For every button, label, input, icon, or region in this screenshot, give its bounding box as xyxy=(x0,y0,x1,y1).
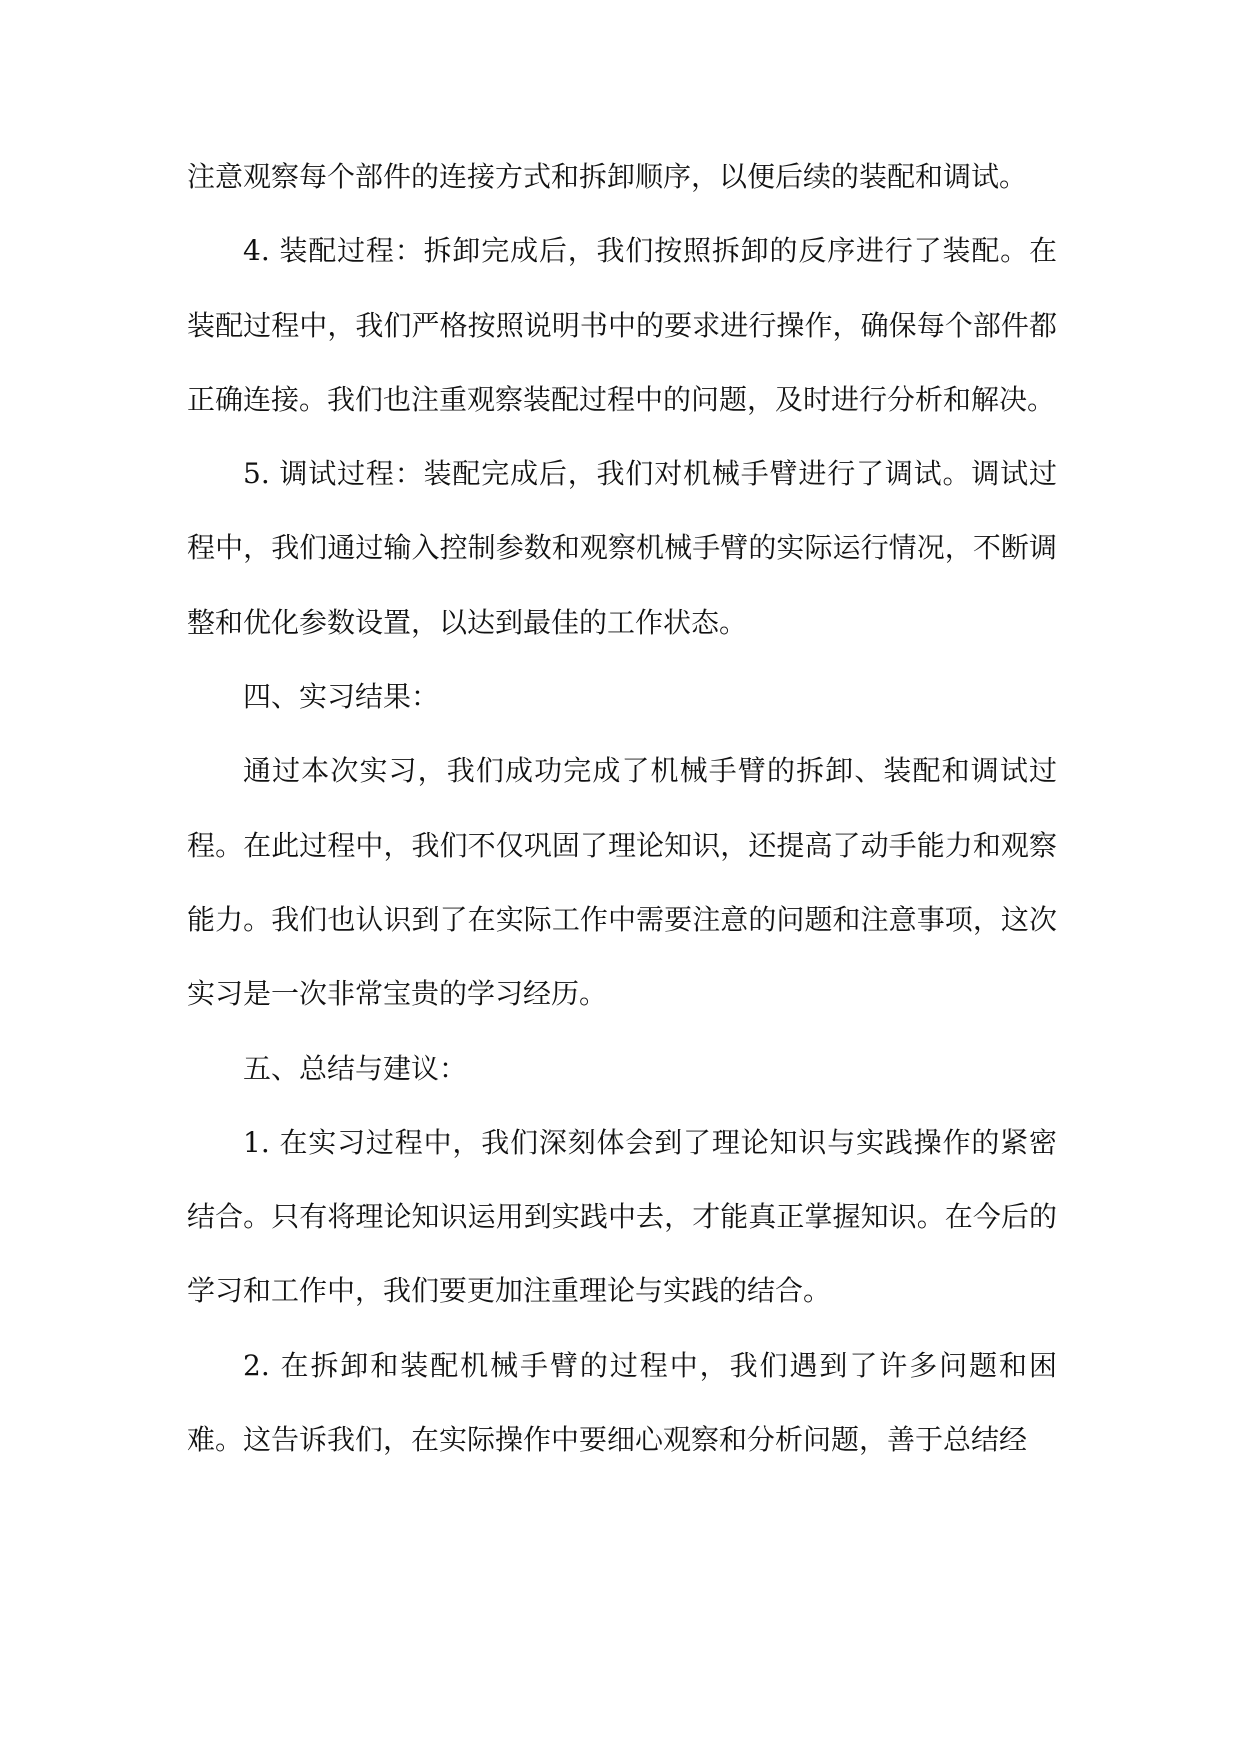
document-body xyxy=(187,140,1057,1477)
section-heading-summary: 五、总结与建议： xyxy=(243,1051,468,1085)
paragraph-disassembly-continuation: 注意观察每个部件的连接方式和拆卸顺序，以便后续的装配和调试。 xyxy=(187,160,1028,193)
paragraph-summary-point-1: 1. 在实习过程中，我们深刻体会到了理论知识与实践操作的紧密结合。只有将理论知识运用到实践中去，才能真正掌握知识。在今后的学习和工作中，我们要更加注重理论与实践的结合。 xyxy=(187,1125,1057,1308)
paragraph-debugging-process: 5. 调试过程：装配完成后，我们对机械手臂进行了调试。调试过程中，我们通过输入控制参数和观察机械手臂的实际运行情况，不断调整和优化参数设置，以达到最佳的工作状态。 xyxy=(187,457,1057,639)
paragraph-summary-point-2: 2. 在拆卸和装配机械手臂的过程中，我们遇到了许多问题和困难。这告诉我们，在实际操作中要细心观察和分析问题，善于总结经 xyxy=(187,1348,1057,1457)
paragraph-results: 通过本次实习，我们成功完成了机械手臂的拆卸、装配和调试过程。在此过程中，我们不仅巩固了理论知识，还提高了动手能力和观察能力。我们也认识到了在实际工作中需要注意的问题和注意事项，这次实习是一次非常宝贵的学习经历。 xyxy=(187,754,1057,1011)
paragraph-assembly-process: 4. 装配过程：拆卸完成后，我们按照拆卸的反序进行了装配。在装配过程中，我们严格按照说明书中的要求进行操作，确保每个部件都正确连接。我们也注重观察装配过程中的问题，及时进行分析和解决。 xyxy=(187,234,1057,416)
section-heading-results: 四、实习结果： xyxy=(243,680,440,714)
